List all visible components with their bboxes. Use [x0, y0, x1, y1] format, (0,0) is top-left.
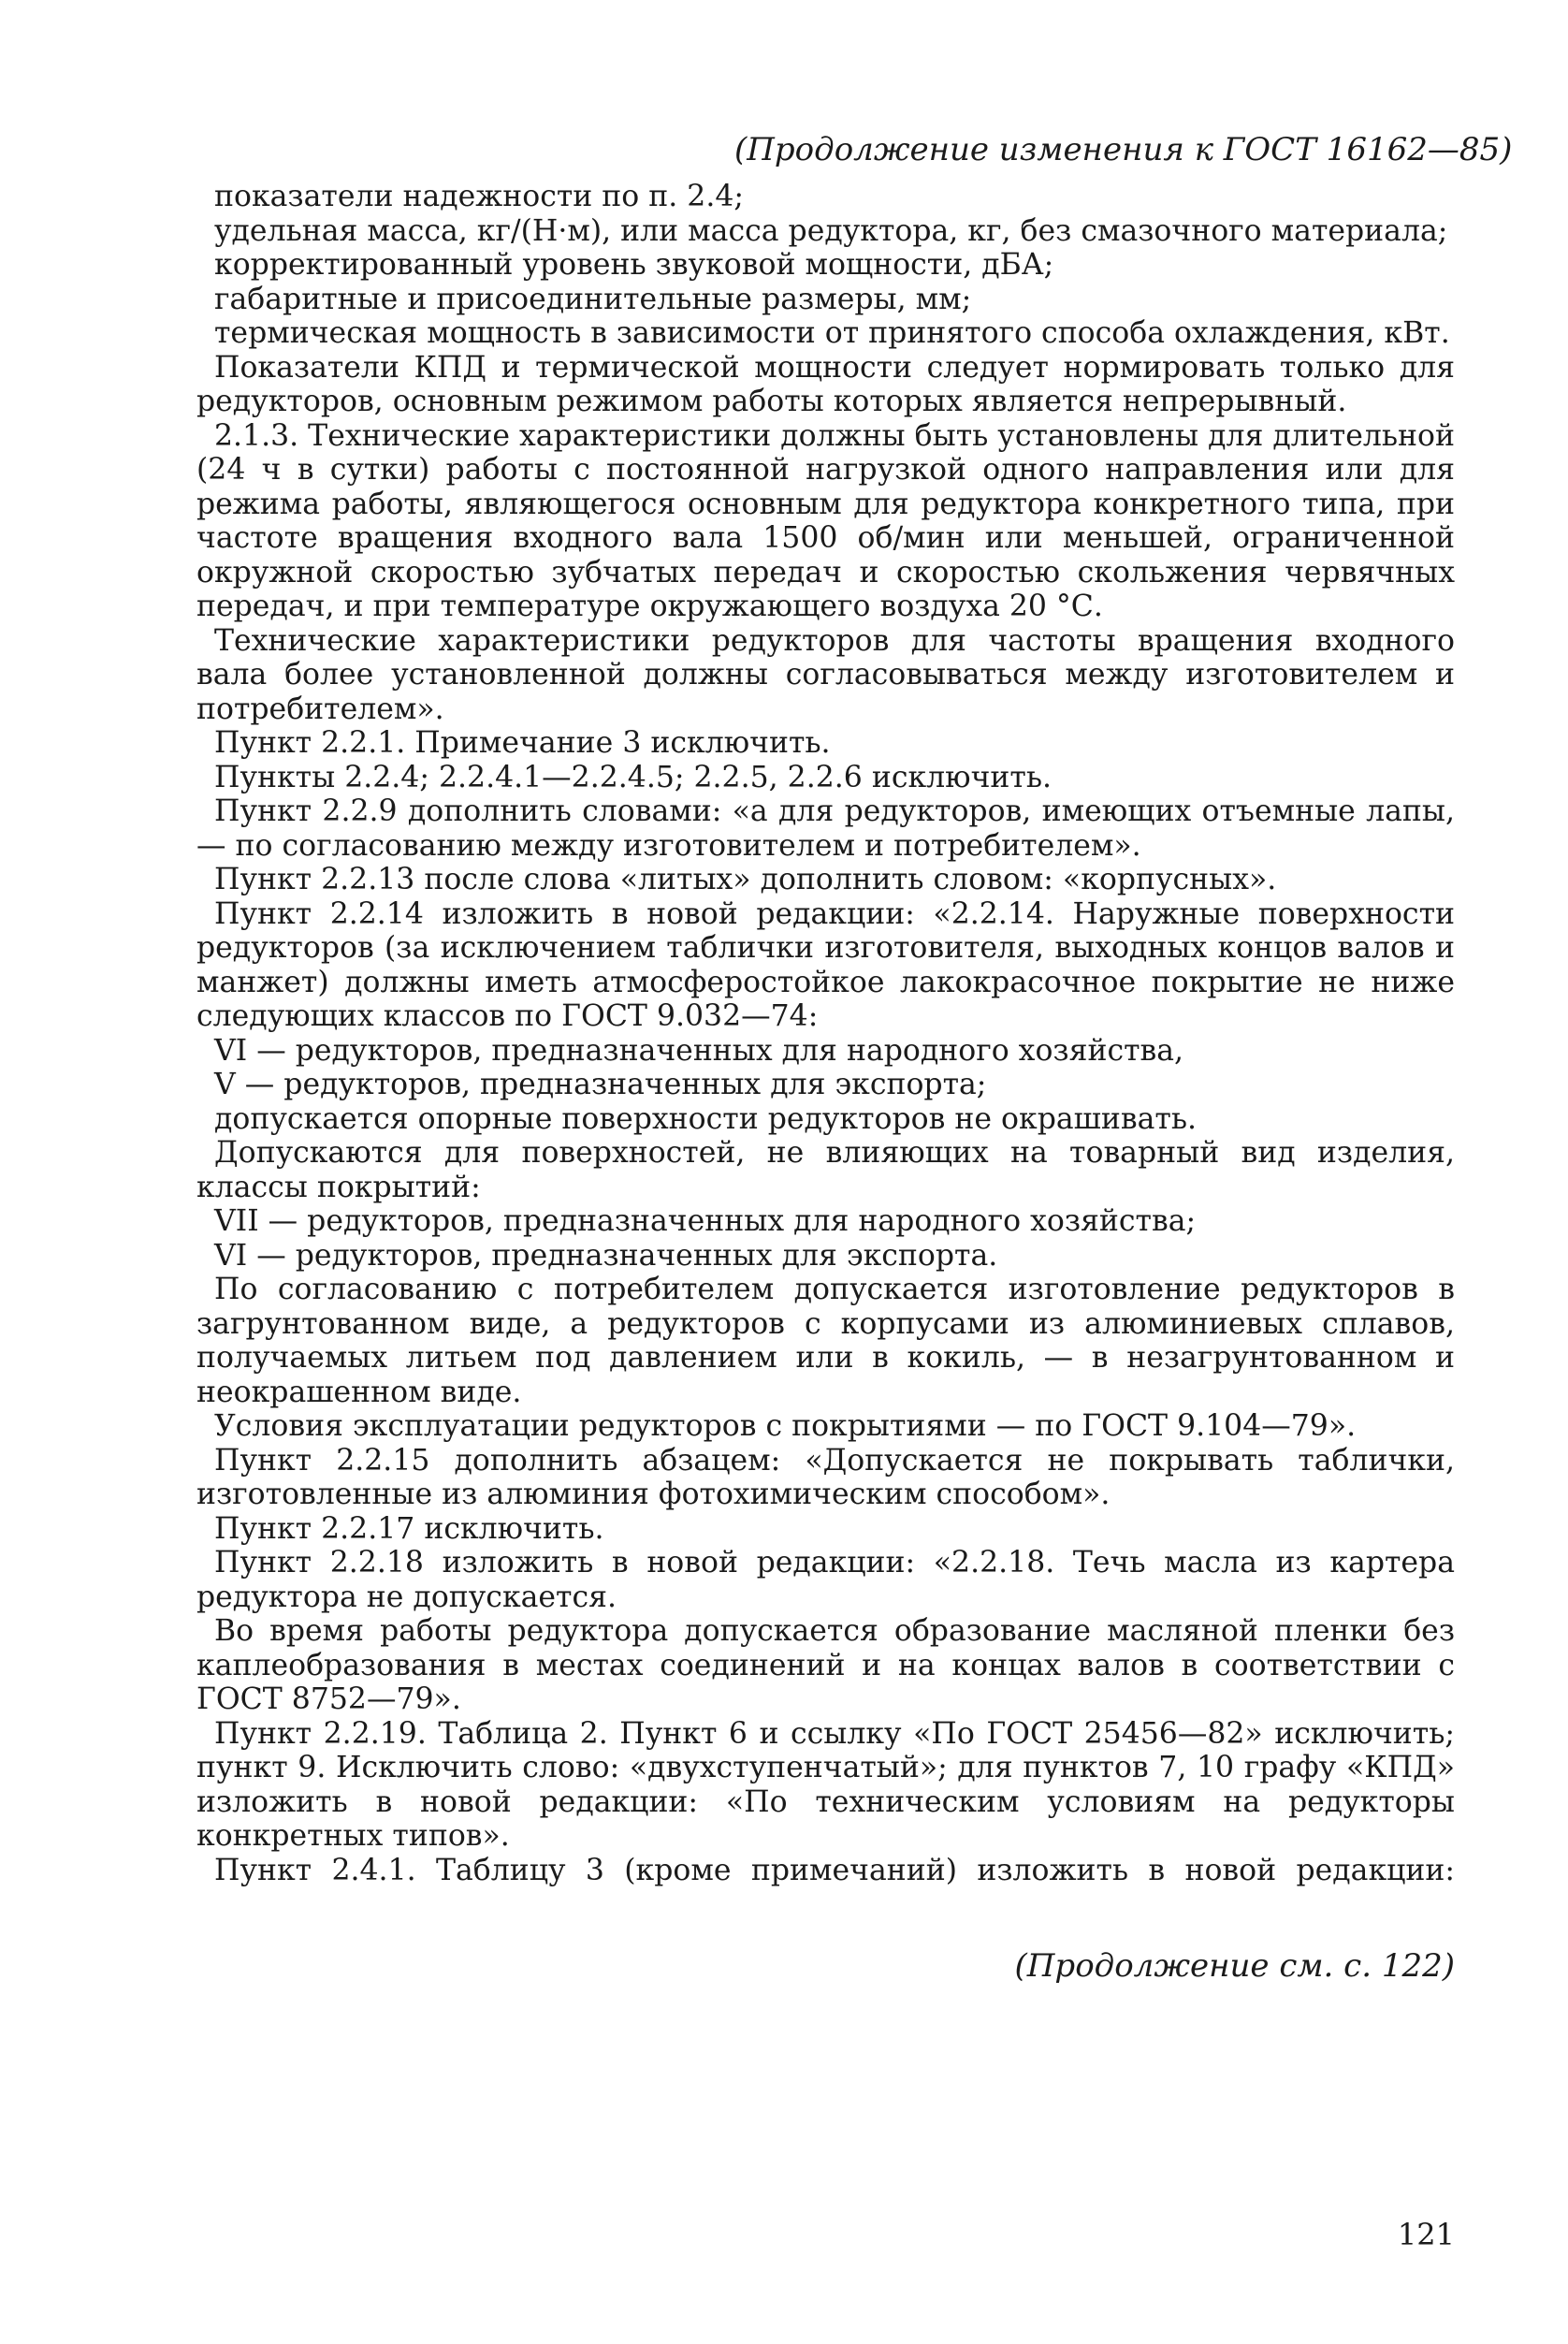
paragraph: Во время работы редуктора допускается образование масляной пленки без каплеобразования в местах соединений и на концах валов в соответствии с ГОСТ 8752—79». [196, 1614, 1455, 1716]
paragraph: Пункт 2.2.15 дополнить абзацем: «Допускается не покрывать таблички, изготовленные из алюминия фотохимическим способом». [196, 1443, 1455, 1511]
paragraph: По согласованию с потребителем допускается изготовление редукторов в загрунтованном виде, а редукторов с корпусами из алюминиевых сплавов, получаемых литьем под давлением или в кокиль, — в незагрунтованном и неокрашенном виде. [196, 1273, 1455, 1409]
paragraph: VII — редукторов, предназначенных для народного хозяйства; [214, 1204, 1197, 1238]
paragraph: Пункт 2.2.18 изложить в новой редакции: «2.2.18. Течь масла из картера редуктора не допускается. [196, 1546, 1455, 1614]
paragraph: Допускаются для поверхностей, не влияющих на товарный вид изделия, классы покрытий: [196, 1136, 1455, 1204]
running-header: (Продолжение изменения к ГОСТ 16162—85) [734, 131, 1513, 168]
paragraph: Технические характеристики редукторов для частоты вращения входного вала более установленной должны согласовываться между изготовителем и потребителем». [196, 623, 1455, 726]
page-number: 121 [1397, 2217, 1455, 2252]
paragraph: Условия эксплуатации редукторов с покрытиями — по ГОСТ 9.104—79». [214, 1409, 1357, 1443]
paragraph: термическая мощность в зависимости от принятого способа охлаждения, кВт. [214, 316, 1450, 350]
paragraph: Пункт 2.2.13 после слова «литых» дополнить словом: «корпусных». [214, 863, 1277, 896]
paragraph: габаритные и присоединительные размеры, мм; [214, 282, 972, 316]
continuation-note: (Продолжение см. с. 122) [1014, 1947, 1455, 1985]
paragraph: 2.1.3. Технические характеристики должны быть установлены для длительной (24 ч в сутки) работы с постоянной нагрузкой одного направления или для режима работы, являющегося основным для редуктора конкретного типа, при частоте вращения входного вала 1500 об/мин или меньшей, ограниченной окружной скоростью зубчатых передач и скоростью скольжения червячных передач, и при температуре окружающего воздуха 20 °С. [196, 418, 1455, 623]
paragraph: VI — редукторов, предназначенных для народного хозяйства, [214, 1033, 1184, 1068]
paragraph: VI — редукторов, предназначенных для экспорта. [214, 1238, 998, 1273]
paragraph: Показатели КПД и термической мощности следует нормировать только для редукторов, основным режимом работы которых является непрерывный. [196, 350, 1455, 418]
paragraph: Пункт 2.2.9 дополнить словами: «а для редукторов, имеющих отъемные лапы, — по согласованию между изготовителем и потребителем». [196, 794, 1455, 863]
paragraph: Пункт 2.2.17 исключить. [214, 1511, 604, 1546]
paragraph: Пункт 2.2.19. Таблица 2. Пункт 6 и ссылку «По ГОСТ 25456—82» исключить; пункт 9. Исключить слово: «двухступенчатый»; для пунктов 7, 10 графу «КПД» изложить в новой редакции: «По техническим условиям на редукторы конкретных типов». [196, 1716, 1455, 1853]
paragraph: удельная масса, кг/(Н·м), или масса редуктора, кг, без смазочного материала; [214, 213, 1448, 248]
document-body [196, 180, 1455, 1887]
paragraph: показатели надежности по п. 2.4; [214, 180, 745, 213]
paragraph: Пункт 2.2.1. Примечание 3 исключить. [214, 726, 831, 760]
paragraph: допускается опорные поверхности редукторов не окрашивать. [214, 1101, 1198, 1136]
paragraph: Пункт 2.4.1. Таблицу 3 (кроме примечаний) изложить в новой редакции: [214, 1853, 1455, 1887]
paragraph: Пункты 2.2.4; 2.2.4.1—2.2.4.5; 2.2.5, 2.2.6 исключить. [214, 760, 1053, 794]
paragraph: Пункт 2.2.14 изложить в новой редакции: «2.2.14. Наружные поверхности редукторов (за исключением таблички изготовителя, выходных концов валов и манжет) должны иметь атмосферостойкое лакокрасочное покрытие не ниже следующих классов по ГОСТ 9.032—74: [196, 896, 1455, 1033]
paragraph: V — редукторов, предназначенных для экспорта; [214, 1068, 987, 1101]
paragraph: корректированный уровень звуковой мощности, дБА; [214, 248, 1054, 282]
